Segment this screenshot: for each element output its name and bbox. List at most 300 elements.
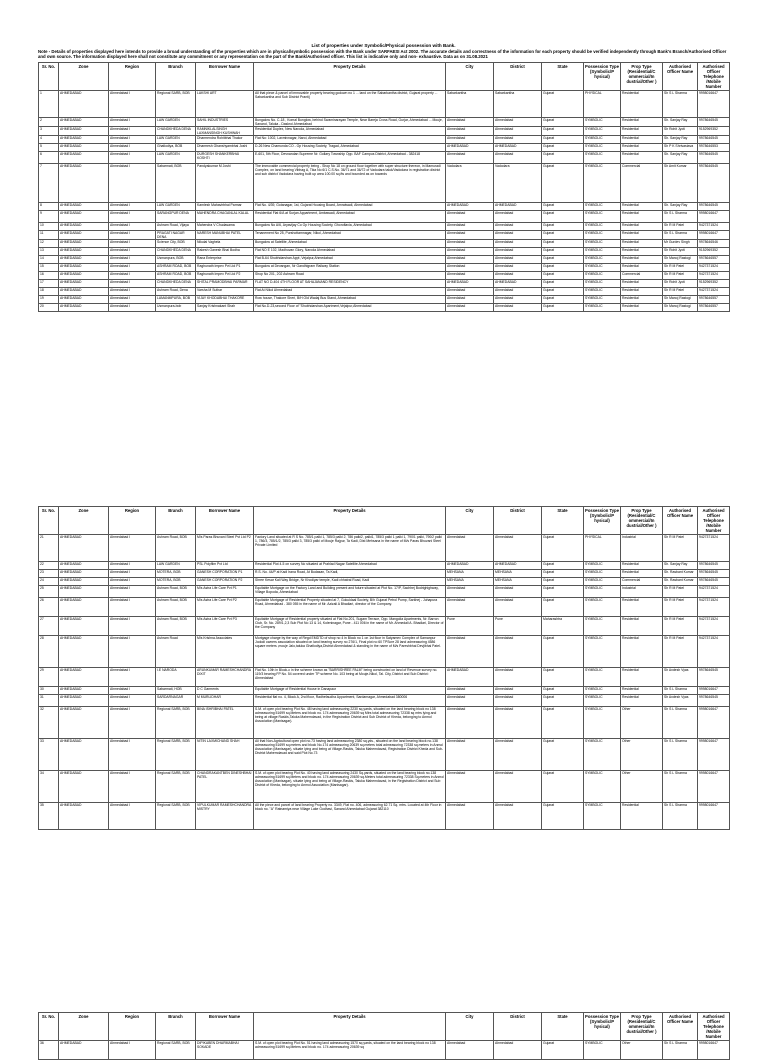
cell-prop-type: Residential: [621, 263, 663, 271]
cell-officer-phone: 9152969352: [698, 247, 730, 255]
cell-state: Gujarat: [542, 636, 584, 668]
cell-possession-type: SYMBOLIC: [584, 151, 621, 163]
cell-borrower-name: Raghunath Impex Pvt Ltd P1: [196, 263, 254, 271]
column-header-details: Property Details: [254, 62, 446, 90]
cell-state: Gujarat: [542, 230, 584, 239]
cell-property-details: D-26 New Chamunda CO - Op Housing Society, Tragad, Ahmedabad: [254, 143, 446, 151]
table-row: [39, 263, 730, 271]
cell-borrower-name: Dharmendra Rohitbhai Thakor: [196, 135, 254, 143]
cell-officer-phone: 9978646553: [698, 143, 730, 151]
cell-possession-type: SYMBOLIC: [584, 295, 621, 303]
cell-officer-phone: 9998016647: [698, 803, 730, 830]
cell-state: Gujarat: [542, 598, 584, 617]
table-row: [39, 230, 730, 239]
cell-officer-phone: 9427371524: [698, 287, 730, 295]
table-header: [39, 1013, 730, 1041]
cell-prop-type: Residential: [621, 695, 663, 707]
cell-zone: AHMEDABAD: [59, 126, 109, 135]
cell-branch: LAW GARDEN: [156, 135, 196, 143]
cell-possession-type: PHYSICAL: [584, 535, 621, 562]
cell-officer-name: Sh Rohit Jyoti: [663, 126, 698, 135]
cell-prop-type: Residential: [621, 570, 663, 578]
cell-region: Ahmedabad I: [109, 707, 156, 739]
cell-region: Ahmedabad I: [109, 535, 156, 562]
cell-prop-type: Residential: [621, 803, 663, 830]
column-header-district: District: [494, 62, 542, 90]
cell-branch: Regional SARB, BOB: [156, 90, 196, 117]
cell-property-details: FLAT NO D-404 4TH FLOOR AT SAHAJANAND RESIDENCY: [254, 279, 446, 287]
cell-officer-name: Sh Avdesh Vyas: [663, 695, 698, 707]
cell-district: Ahmedabad: [494, 771, 542, 803]
cell-region: Ahmedabad I: [109, 151, 156, 163]
cell-region: Ahmedabad I: [109, 279, 156, 287]
cell-state: Gujarat: [542, 163, 584, 202]
cell-zone: AHMEDABAD: [59, 247, 109, 255]
cell-region: Ahmedabad I: [109, 598, 156, 617]
cell-possession-type: SYMBOLIC: [584, 210, 621, 222]
cell-zone: AHMEDABAD: [59, 803, 109, 830]
cell-region: Ahmedabad I: [109, 143, 156, 151]
cell-city: Ahmedabad: [446, 135, 494, 143]
cell-borrower-name: NARESH MANUBHAI PATEL: [196, 230, 254, 239]
cell-branch: Regional SARB, BOB: [156, 803, 196, 830]
cell-officer-name: Sh. Sanjay Ray: [663, 151, 698, 163]
cell-region: Ahmedabad I: [109, 90, 156, 117]
cell-property-details: Shop No 201, 202 Ashram Road: [254, 271, 446, 279]
cell-possession-type: SYMBOLIC: [584, 239, 621, 247]
document-page-1: [38, 43, 729, 312]
cell-zone: AHMEDABAD: [59, 586, 109, 598]
cell-property-details: The immovable commercial property being - Shop No 18 on ground floor together with super structure thereon, in Mamuradi Complex, on land bearing Vibhag A, Tika No 6/1 C.S.No. 36/71 and 36/72 of Vadodara taluk/Vadodara in registration district and sub district Vadodara having built up area 100.00 sq.fts and bounded as on towards: [254, 163, 446, 202]
cell-property-details: Flat B-64 Shubhdarshan Appt ,Vejalpur,Ahmedabad: [254, 255, 446, 263]
cell-officer-phone: 9998016647: [698, 687, 730, 695]
column-header-phone: Authorised Officer Telephone /Mobile Number: [698, 62, 730, 90]
cell-prop-type: Residential: [621, 295, 663, 303]
cell-district: Ahmedabad: [494, 239, 542, 247]
cell-state: Gujarat: [542, 303, 584, 311]
cell-officer-name: Sh Amit Kumar: [663, 163, 698, 202]
cell-prop-type: Residential: [621, 279, 663, 287]
cell-sr-no: 34: [39, 771, 59, 803]
cell-city: Ahmedabad: [446, 210, 494, 222]
cell-branch: Sabarmati, HOB: [156, 687, 196, 695]
cell-zone: AHMEDABAD: [59, 303, 109, 311]
cell-state: Gujarat: [542, 90, 584, 117]
cell-prop-type: Other: [621, 1041, 663, 1060]
cell-prop-type: Commercial: [621, 163, 663, 202]
cell-officer-name: Sh Rohit Jyoti: [663, 247, 698, 255]
cell-region: Ahmedabad I: [109, 739, 156, 771]
cell-officer-name: Sh. Sanjay Ray: [663, 135, 698, 143]
cell-possession-type: SYMBOLIC: [584, 255, 621, 263]
cell-district: Ahmedabad: [494, 151, 542, 163]
cell-possession-type: SYMBOLIC: [584, 636, 621, 668]
cell-sr-no: 20: [39, 303, 59, 311]
column-header-prop: Prop Type (Residential/C ommercial/In dustrial/Other ): [621, 1013, 663, 1041]
cell-state: Gujarat: [542, 151, 584, 163]
cell-district: AHMEDABAD: [494, 279, 542, 287]
cell-property-details: All the piece and parcel of land bearing Property no. 3349, Flat no. 406, admeasuring 62.71 Sq. mtrs. Located at 4th Floor in block no. "A" Ratnamiya near Village Lake Godhavi, Sanand Ahmedabad Gujarat 382110: [254, 803, 446, 830]
cell-borrower-name: M/s Astra Life Care Pvt P1: [196, 586, 254, 598]
table-row: [39, 287, 730, 295]
cell-city: Ahmedabad: [446, 151, 494, 163]
table-row: [39, 202, 730, 210]
cell-zone: AHMEDABAD: [59, 239, 109, 247]
cell-branch: Ashram Road, Dena: [156, 287, 196, 295]
cell-officer-phone: 9978646557: [698, 303, 730, 311]
cell-borrower-name: GANESH CORPORATION P2: [196, 578, 254, 586]
table-row: [39, 803, 730, 830]
cell-branch: Ashram Road, BOB: [156, 535, 196, 562]
table-body: [39, 535, 730, 830]
cell-sr-no: 14: [39, 255, 59, 263]
cell-branch: Regional SARB, BOB: [156, 771, 196, 803]
cell-officer-phone: 9427371524: [698, 263, 730, 271]
column-header-zone: Zone: [59, 1013, 109, 1041]
cell-officer-phone: 9152969352: [698, 279, 730, 287]
cell-city: Ahmedabad: [446, 636, 494, 668]
cell-zone: AHMEDABAD: [59, 151, 109, 163]
cell-sr-no: 29: [39, 668, 59, 687]
cell-district: Ahmedabad: [494, 135, 542, 143]
document-note: Note - Details of properties displayed here intends to provide a broad understanding of the properties which are in physical/symbolic possession with the Bank under SARFAESI Act 2002. The accurate details and correctness of the information for each property should be verified independently through Bank's Branch/Authorised Officer and own source. The information displayed here shall not constitute any commitment or any representation on the part of the Bank/Authorised officer. This list is indicative only and non- exhaustive. Data as on 31.08.2021: [38, 49, 727, 60]
cell-region: Ahmedabad I: [109, 771, 156, 803]
table-row: [39, 271, 730, 279]
cell-sr-no: 2: [39, 117, 59, 126]
cell-state: Gujarat: [542, 210, 584, 222]
cell-state: Gujarat: [542, 271, 584, 279]
cell-prop-type: Residential: [621, 598, 663, 617]
cell-possession-type: SYMBOLIC: [584, 707, 621, 739]
cell-property-details: Equitable Mortgage of Residential House in Danapaur: [254, 687, 446, 695]
cell-possession-type: SYMBOLIC: [584, 126, 621, 135]
cell-property-details: Flat No. 10th in Block-c in the scheme known as "BARRISHREE PALM" being constructed on land of Revenue survey no. 119/3 bearing FP No. 54 covered under TP scheme No. 103 being at Mouje-Nikol, Tal. City, District and Sub District: Ahmedabad: [254, 668, 446, 687]
column-header-phone: Authorised Officer Telephone /Mobile Number: [698, 1013, 730, 1041]
cell-zone: AHMEDABAD: [59, 143, 109, 151]
table-row: [39, 771, 730, 803]
cell-possession-type: SYMBOLIC: [584, 135, 621, 143]
cell-state: Gujarat: [542, 578, 584, 586]
cell-region: Ahmedabad I: [109, 287, 156, 295]
cell-officer-name: Sh P K Shrivastava: [663, 143, 698, 151]
cell-borrower-name: M/s Krishna Associates: [196, 636, 254, 668]
cell-sr-no: 22: [39, 562, 59, 570]
cell-borrower-name: VIPULKUMAR RAMESHCHANDRA MISTRY: [196, 803, 254, 830]
table-row: [39, 636, 730, 668]
cell-officer-name: Sh S L Sharma: [663, 210, 698, 222]
column-header-region: Region: [109, 62, 156, 90]
cell-property-details: Equitable Mortgage of Residential Property situated at 7, Gokuldaal Society, B/h Gujarat Petrol Pump, Sarkhej - Juhapura Road, Ahmedabad - 380 055 in the name of Mr. Azizali A Bhadiari, director of the Company.: [254, 598, 446, 617]
cell-property-details: Residential flat no. 4, Block A, 2nd floor, Radhefaudha Appartment, Sardarnagar, Ahmedabad 380006: [254, 695, 446, 707]
cell-branch: Science City, BOB: [156, 239, 196, 247]
column-header-prop: Prop Type (Residential/C ommercial/In dustrial/Other ): [621, 62, 663, 90]
cell-city: Ahmedabad: [446, 687, 494, 695]
column-header-city: City: [446, 507, 494, 535]
cell-region: Ahmedabad I: [109, 1041, 156, 1060]
cell-city: Ahmedabad: [446, 695, 494, 707]
column-header-officer: Authorised Officer Name: [663, 62, 698, 90]
cell-district: Ahmedabad: [494, 687, 542, 695]
cell-city: Ahmedabad: [446, 271, 494, 279]
cell-prop-type: Other: [621, 739, 663, 771]
column-header-zone: Zone: [59, 507, 109, 535]
cell-zone: AHMEDABAD: [59, 90, 109, 117]
cell-borrower-name: D C Garments: [196, 687, 254, 695]
cell-prop-type: Residential: [621, 210, 663, 222]
cell-district: MEHSANA: [494, 570, 542, 578]
cell-city: Ahmedabad: [446, 117, 494, 126]
cell-prop-type: Residential: [621, 687, 663, 695]
column-header-region: Region: [109, 507, 156, 535]
cell-officer-name: Sh S L Sharma: [663, 707, 698, 739]
cell-sr-no: 13: [39, 247, 59, 255]
cell-city: AHMEDABAD: [446, 279, 494, 287]
cell-district: Ahmedabad: [494, 303, 542, 311]
column-header-officer: Authorised Officer Name: [663, 1013, 698, 1041]
cell-prop-type: Residential: [621, 303, 663, 311]
cell-borrower-name: M/s Paras Bhuvani Steel Pvt Ltd P2: [196, 535, 254, 562]
cell-state: Gujarat: [542, 570, 584, 578]
cell-city: Vadodara: [446, 163, 494, 202]
table-row: [39, 687, 730, 695]
cell-officer-name: Sh Manoj Rastogi: [663, 303, 698, 311]
cell-possession-type: SYMBOLIC: [584, 303, 621, 311]
cell-prop-type: Residential: [621, 668, 663, 687]
document-page-3: [38, 1012, 729, 1060]
cell-officer-phone: 9978646545: [698, 202, 730, 210]
cell-zone: AHMEDABAD: [59, 598, 109, 617]
cell-city: AHMEDABAD: [446, 668, 494, 687]
table-body: [39, 90, 730, 311]
cell-city: Ahmedabad: [446, 222, 494, 230]
cell-city: Ahmedabad: [446, 707, 494, 739]
cell-zone: AHMEDABAD: [59, 163, 109, 202]
cell-property-details: S.M. of open plot bearing Plot No. 51 having land admeasuring 1570 sq.yards, situated on the land bearing block no 138 admeasuring 51699 sq.Meters and block no. 174 admeasuring 20639 sq: [254, 1041, 446, 1060]
cell-officer-name: Sh Avdesh Vyas: [663, 668, 698, 687]
cell-officer-name: Sh. Rasbant Kumar: [663, 578, 698, 586]
table-row: [39, 90, 730, 117]
cell-officer-name: Sh Manoj Rastogi: [663, 255, 698, 263]
cell-officer-name: Sh R M Patel: [663, 287, 698, 295]
column-header-officer: Authorised Officer Name: [663, 507, 698, 535]
header-row: [39, 507, 730, 535]
column-header-district: District: [494, 1013, 542, 1041]
cell-borrower-name: RAMNIKLALSINGH LAXMANSINGH KUSHWAH: [196, 126, 254, 135]
cell-sr-no: 21: [39, 535, 59, 562]
cell-state: Gujarat: [542, 707, 584, 739]
table-row: [39, 1041, 730, 1060]
cell-sr-no: 28: [39, 636, 59, 668]
cell-city: AHMEDABAD: [446, 143, 494, 151]
cell-officer-name: Mr Gurdev Singh: [663, 239, 698, 247]
column-header-possession: Possession Type (Symbolic/P hysical): [584, 1013, 621, 1041]
cell-borrower-name: Rana Enterprise: [196, 255, 254, 263]
cell-possession-type: SYMBOLIC: [584, 163, 621, 202]
cell-zone: AHMEDABAD: [59, 135, 109, 143]
cell-branch: LAW GARDEN: [156, 151, 196, 163]
cell-state: Gujarat: [542, 279, 584, 287]
cell-sr-no: 17: [39, 279, 59, 287]
cell-zone: AHMEDABAD: [59, 739, 109, 771]
cell-state: Gujarat: [542, 247, 584, 255]
cell-zone: AHMEDABAD: [59, 578, 109, 586]
cell-city: Ahmedabad: [446, 598, 494, 617]
cell-branch: CHANDKHEDA DENA: [156, 126, 196, 135]
cell-city: Sabarkantha: [446, 90, 494, 117]
cell-officer-phone: 9998016647: [698, 230, 730, 239]
properties-table: [38, 62, 730, 312]
cell-sr-no: 33: [39, 739, 59, 771]
cell-borrower-name: MAHENDRA CHAGANLAL KALAL: [196, 210, 254, 222]
cell-region: Ahmedabad I: [109, 210, 156, 222]
cell-city: Ahmedabad: [446, 247, 494, 255]
cell-borrower-name: GANESH CORPORATION P1: [196, 570, 254, 578]
table-header: [39, 62, 730, 90]
cell-branch: CHANDKHEDA DENA: [156, 247, 196, 255]
cell-possession-type: SYMBOLIC: [584, 668, 621, 687]
cell-officer-name: Sh S L Sharma: [663, 90, 698, 117]
cell-branch: CHANDKHEDA DENA: [156, 279, 196, 287]
cell-property-details: Equitable Mortgage of Residential property situated at Flat No.201, Sugam Terrace, Opp. Mangolia Apartments, Nr. Barron Club, Sr. No. 289/1,2,3 Sub Plot No 13 & 14, Koleninagar, Pune - 411 006 in the name of Mr. Ahmedali A. Bhadiari, Director of the Company: [254, 617, 446, 636]
cell-property-details: Bungalow at Devangan, Nr Gandhigram Railway Station: [254, 263, 446, 271]
cell-zone: AHMEDABAD: [59, 202, 109, 210]
cell-zone: AHMEDABAD: [59, 210, 109, 222]
cell-zone: AHMEDABAD: [59, 1041, 109, 1060]
cell-branch: LAW GARDEN: [156, 117, 196, 126]
cell-city: Ahmedabad: [446, 803, 494, 830]
cell-branch: Regional SARB, BOB: [156, 1041, 196, 1060]
cell-city: Ahmedabad: [446, 535, 494, 562]
cell-region: Ahmedabad I: [109, 303, 156, 311]
properties-table: [38, 1012, 730, 1060]
cell-officer-name: Sh R M Patel: [663, 271, 698, 279]
cell-officer-name: Sh. Sanjay Ray: [663, 562, 698, 570]
cell-sr-no: 8: [39, 202, 59, 210]
cell-state: Gujarat: [542, 143, 584, 151]
cell-prop-type: Industrial: [621, 586, 663, 598]
cell-branch: LAW GARDEN: [156, 562, 196, 570]
table-row: [39, 255, 730, 263]
column-header-details: Property Details: [254, 1013, 446, 1041]
cell-possession-type: SYMBOLIC: [584, 578, 621, 586]
cell-borrower-name: Dharmesh Ghanshyambhai Joshi: [196, 143, 254, 151]
cell-prop-type: Residential: [621, 636, 663, 668]
cell-sr-no: 7: [39, 163, 59, 202]
cell-branch: SARDARNAGAR: [156, 695, 196, 707]
cell-region: Ahmedabad I: [109, 230, 156, 239]
cell-city: AHMEDABAD: [446, 562, 494, 570]
cell-city: Ahmedabad: [446, 586, 494, 598]
cell-state: Gujarat: [542, 562, 584, 570]
table-row: [39, 295, 730, 303]
cell-region: Ahmedabad I: [109, 239, 156, 247]
cell-zone: AHMEDABAD: [59, 535, 109, 562]
cell-city: Ahmedabad: [446, 287, 494, 295]
cell-officer-phone: 9152969352: [698, 126, 730, 135]
cell-officer-phone: 9427371524: [698, 586, 730, 598]
cell-branch: MOTERA, BOB: [156, 570, 196, 578]
cell-district: Ahmedabad: [494, 535, 542, 562]
table-row: [39, 695, 730, 707]
table-row: [39, 163, 730, 202]
cell-sr-no: 31: [39, 695, 59, 707]
cell-state: Gujarat: [542, 739, 584, 771]
cell-region: Ahmedabad I: [109, 562, 156, 570]
cell-property-details: Flat No. 4/39, Gotanagar, 1st, Gujarat Housing Board, Amraiwadi, Ahmedabad: [254, 202, 446, 210]
cell-state: Gujarat: [542, 695, 584, 707]
cell-possession-type: SYMBOLIC: [584, 586, 621, 598]
header-row: [39, 62, 730, 90]
cell-state: Gujarat: [542, 135, 584, 143]
cell-possession-type: SYMBOLIC: [584, 598, 621, 617]
cell-possession-type: SYMBOLIC: [584, 617, 621, 636]
cell-zone: AHMEDABAD: [59, 636, 109, 668]
cell-branch: PRAGATI NAGAR DENA: [156, 230, 196, 239]
cell-sr-no: 27: [39, 617, 59, 636]
cell-branch: Usmanpura, BOB: [156, 255, 196, 263]
table-row: [39, 570, 730, 578]
cell-prop-type: Residential: [621, 562, 663, 570]
column-header-branch: Branch: [156, 507, 196, 535]
cell-district: Ahmedabad: [494, 707, 542, 739]
cell-sr-no: 3: [39, 126, 59, 135]
table-row: [39, 617, 730, 636]
cell-officer-name: Sh S L Sharma: [663, 1041, 698, 1060]
table-row: [39, 117, 730, 126]
cell-sr-no: 35: [39, 803, 59, 830]
cell-district: Ahmedabad: [494, 287, 542, 295]
cell-city: Ahmedabad: [446, 263, 494, 271]
cell-district: MEHSANA: [494, 578, 542, 586]
cell-possession-type: PHYSICAL: [584, 90, 621, 117]
cell-prop-type: Residential: [621, 202, 663, 210]
cell-branch: Ghatlodiya, BOB: [156, 143, 196, 151]
cell-officer-name: Sh S L Sharma: [663, 803, 698, 830]
cell-branch: Regional SARB, BOB: [156, 707, 196, 739]
cell-state: Gujarat: [542, 255, 584, 263]
cell-state: Gujarat: [542, 239, 584, 247]
cell-region: Ahmedabad I: [109, 636, 156, 668]
cell-possession-type: SYMBOLIC: [584, 202, 621, 210]
cell-sr-no: 18: [39, 287, 59, 295]
cell-branch: Ashram Road: [156, 636, 196, 668]
cell-sr-no: 4: [39, 135, 59, 143]
cell-district: AHMEDABAD: [494, 143, 542, 151]
column-header-zone: Zone: [59, 62, 109, 90]
cell-state: Gujarat: [542, 687, 584, 695]
cell-prop-type: Residential: [621, 135, 663, 143]
cell-district: Ahmedabad: [494, 230, 542, 239]
cell-officer-name: Sh Manoj Rastogi: [663, 295, 698, 303]
cell-zone: AHMEDABAD: [59, 687, 109, 695]
cell-branch: Ashram Road, BOB: [156, 617, 196, 636]
cell-officer-phone: 9998016647: [698, 739, 730, 771]
cell-zone: AHMEDABAD: [59, 287, 109, 295]
table-row: [39, 562, 730, 570]
cell-region: Ahmedabad I: [109, 247, 156, 255]
column-header-possession: Possession Type (Symbolic/P hysical): [584, 62, 621, 90]
cell-possession-type: SYMBOLIC: [584, 803, 621, 830]
cell-city: Ahmedabad: [446, 295, 494, 303]
cell-prop-type: Commercial: [621, 271, 663, 279]
column-header-phone: Authorised Officer Telephone /Mobile Number: [698, 507, 730, 535]
cell-borrower-name: Pandyakumar M Joshi: [196, 163, 254, 202]
cell-district: Sabarkantha: [494, 90, 542, 117]
cell-property-details: Bungalow No. C-18 , Komal Bunglow, behind Swaminarayan Temple, Near Bareja Cross Road, Gurjar, Ahmedabad ... Mouje, Sanand, Taluka - Daskroi Ahmedabad: [254, 117, 446, 126]
cell-sr-no: 30: [39, 687, 59, 695]
table-header: [39, 507, 730, 535]
cell-officer-phone: 9978646545: [698, 117, 730, 126]
